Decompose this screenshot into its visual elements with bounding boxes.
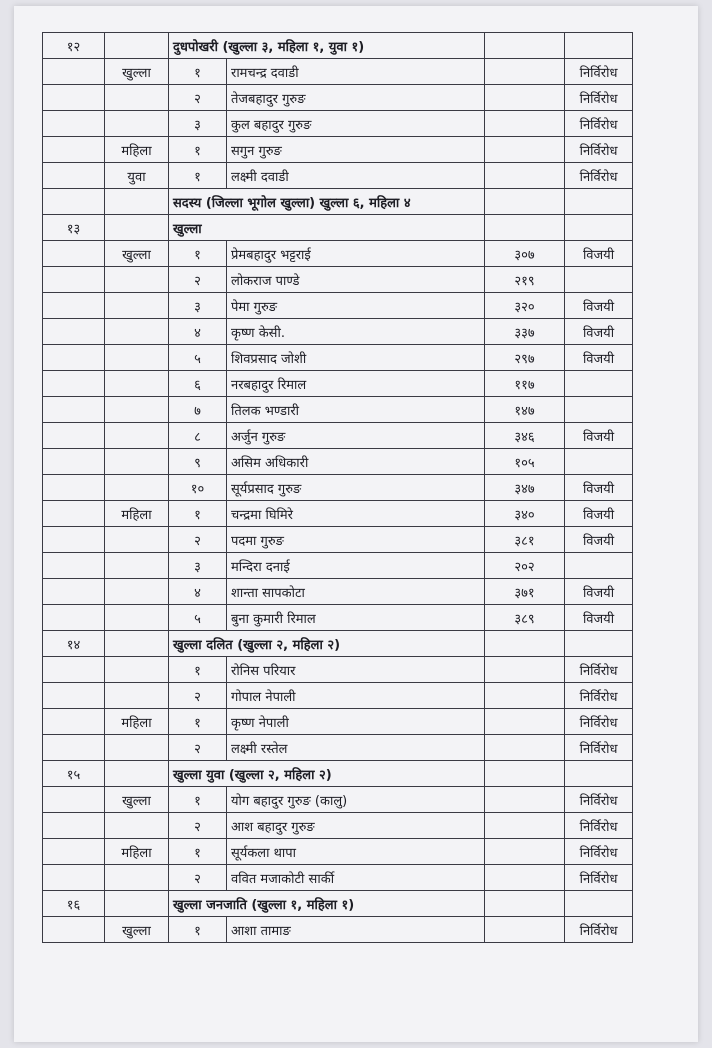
candidate-name: लोकराज पाण्डे bbox=[227, 267, 485, 293]
candidate-name: तिलक भण्डारी bbox=[227, 397, 485, 423]
result-status: निर्विरोध bbox=[565, 137, 633, 163]
result-status bbox=[565, 397, 633, 423]
category-label bbox=[105, 293, 169, 319]
vote-count bbox=[485, 709, 565, 735]
candidate-name: सूर्यकला थापा bbox=[227, 839, 485, 865]
candidate-name: तेजबहादुर गुरुङ bbox=[227, 85, 485, 111]
vote-count: ३३७ bbox=[485, 319, 565, 345]
vote-count bbox=[485, 683, 565, 709]
section-heading: खुल्ला जनजाति (खुल्ला १, महिला १) bbox=[169, 891, 485, 917]
serial-number: १ bbox=[169, 163, 227, 189]
result-status: निर्विरोध bbox=[565, 839, 633, 865]
section-header-row bbox=[43, 891, 633, 917]
serial-number: १ bbox=[169, 839, 227, 865]
vote-count: १०५ bbox=[485, 449, 565, 475]
vote-count: २०२ bbox=[485, 553, 565, 579]
empty-cell bbox=[43, 59, 105, 85]
result-status: विजयी bbox=[565, 475, 633, 501]
section-number bbox=[43, 189, 105, 215]
vote-count bbox=[485, 735, 565, 761]
empty-cell bbox=[565, 189, 633, 215]
vote-count bbox=[485, 163, 565, 189]
category-label bbox=[105, 735, 169, 761]
empty-cell bbox=[43, 319, 105, 345]
vote-count bbox=[485, 111, 565, 137]
section-header-row bbox=[43, 215, 633, 241]
section-header-row bbox=[43, 33, 633, 59]
candidate-name: पेमा गुरुङ bbox=[227, 293, 485, 319]
serial-number: ७ bbox=[169, 397, 227, 423]
vote-count: २१९ bbox=[485, 267, 565, 293]
candidate-row bbox=[43, 241, 633, 267]
category-label: महिला bbox=[105, 839, 169, 865]
vote-count bbox=[485, 865, 565, 891]
vote-count: ३७१ bbox=[485, 579, 565, 605]
category-label bbox=[105, 371, 169, 397]
result-status: विजयी bbox=[565, 345, 633, 371]
candidate-name: असिम अधिकारी bbox=[227, 449, 485, 475]
candidate-row bbox=[43, 735, 633, 761]
empty-cell bbox=[43, 397, 105, 423]
candidate-row bbox=[43, 657, 633, 683]
result-status bbox=[565, 553, 633, 579]
candidate-name: गोपाल नेपाली bbox=[227, 683, 485, 709]
serial-number: ३ bbox=[169, 553, 227, 579]
empty-cell bbox=[485, 215, 565, 241]
empty-cell bbox=[43, 501, 105, 527]
serial-number: १ bbox=[169, 137, 227, 163]
vote-count bbox=[485, 917, 565, 943]
vote-count bbox=[485, 85, 565, 111]
candidate-row bbox=[43, 137, 633, 163]
serial-number: ३ bbox=[169, 111, 227, 137]
empty-cell bbox=[43, 787, 105, 813]
serial-number: १ bbox=[169, 501, 227, 527]
candidate-row bbox=[43, 397, 633, 423]
serial-number: ४ bbox=[169, 319, 227, 345]
serial-number: १ bbox=[169, 59, 227, 85]
category-label: महिला bbox=[105, 137, 169, 163]
vote-count: ३४६ bbox=[485, 423, 565, 449]
empty-cell bbox=[43, 865, 105, 891]
candidate-name: रोनिस परियार bbox=[227, 657, 485, 683]
category-label bbox=[105, 319, 169, 345]
serial-number: ८ bbox=[169, 423, 227, 449]
candidate-row bbox=[43, 709, 633, 735]
category-label bbox=[105, 267, 169, 293]
result-status: विजयी bbox=[565, 293, 633, 319]
section-number: १४ bbox=[43, 631, 105, 657]
category-label bbox=[105, 397, 169, 423]
result-status: निर्विरोध bbox=[565, 683, 633, 709]
vote-count bbox=[485, 137, 565, 163]
result-status: विजयी bbox=[565, 241, 633, 267]
empty-cell bbox=[485, 33, 565, 59]
candidate-row bbox=[43, 371, 633, 397]
vote-count: ३८१ bbox=[485, 527, 565, 553]
serial-number: १ bbox=[169, 709, 227, 735]
candidate-name: कृष्ण नेपाली bbox=[227, 709, 485, 735]
serial-number: १ bbox=[169, 787, 227, 813]
candidate-row bbox=[43, 839, 633, 865]
serial-number: ३ bbox=[169, 293, 227, 319]
candidate-name: आशा तामाङ bbox=[227, 917, 485, 943]
serial-number: २ bbox=[169, 735, 227, 761]
candidate-row bbox=[43, 527, 633, 553]
empty-cell bbox=[43, 683, 105, 709]
candidate-row bbox=[43, 605, 633, 631]
category-label bbox=[105, 85, 169, 111]
category-label: खुल्ला bbox=[105, 59, 169, 85]
section-number: १५ bbox=[43, 761, 105, 787]
serial-number: ४ bbox=[169, 579, 227, 605]
result-status: निर्विरोध bbox=[565, 709, 633, 735]
category-label: महिला bbox=[105, 709, 169, 735]
category-label bbox=[105, 475, 169, 501]
empty-cell bbox=[485, 761, 565, 787]
category-label bbox=[105, 683, 169, 709]
category-label bbox=[105, 865, 169, 891]
result-status: विजयी bbox=[565, 319, 633, 345]
empty-cell bbox=[43, 137, 105, 163]
category-label bbox=[105, 449, 169, 475]
empty-cell bbox=[43, 527, 105, 553]
candidate-row bbox=[43, 267, 633, 293]
section-header-row bbox=[43, 189, 633, 215]
candidate-name: लक्ष्मी दवाडी bbox=[227, 163, 485, 189]
candidate-name: चन्द्रमा घिमिरे bbox=[227, 501, 485, 527]
empty-cell bbox=[43, 163, 105, 189]
category-label bbox=[105, 423, 169, 449]
document-page bbox=[14, 6, 698, 1042]
section-number: १३ bbox=[43, 215, 105, 241]
category-label bbox=[105, 605, 169, 631]
empty-cell bbox=[485, 891, 565, 917]
candidate-row bbox=[43, 423, 633, 449]
result-status: विजयी bbox=[565, 423, 633, 449]
candidate-name: कृष्ण केसी. bbox=[227, 319, 485, 345]
empty-cell bbox=[565, 891, 633, 917]
vote-count: ३४७ bbox=[485, 475, 565, 501]
candidate-name: ववित मजाकोटी सार्की bbox=[227, 865, 485, 891]
serial-number: १ bbox=[169, 917, 227, 943]
category-label: खुल्ला bbox=[105, 787, 169, 813]
vote-count bbox=[485, 787, 565, 813]
candidate-row bbox=[43, 345, 633, 371]
result-status bbox=[565, 267, 633, 293]
empty-cell bbox=[105, 891, 169, 917]
section-heading: खुल्ला bbox=[169, 215, 485, 241]
candidate-row bbox=[43, 85, 633, 111]
vote-count: १४७ bbox=[485, 397, 565, 423]
empty-cell bbox=[43, 267, 105, 293]
vote-count: ३८९ bbox=[485, 605, 565, 631]
candidate-row bbox=[43, 319, 633, 345]
serial-number: ६ bbox=[169, 371, 227, 397]
empty-cell bbox=[565, 761, 633, 787]
category-label: महिला bbox=[105, 501, 169, 527]
empty-cell bbox=[43, 709, 105, 735]
empty-cell bbox=[43, 605, 105, 631]
result-status: विजयी bbox=[565, 527, 633, 553]
candidate-row bbox=[43, 111, 633, 137]
category-label bbox=[105, 111, 169, 137]
result-status bbox=[565, 371, 633, 397]
candidate-row bbox=[43, 163, 633, 189]
result-status bbox=[565, 449, 633, 475]
serial-number: २ bbox=[169, 267, 227, 293]
empty-cell bbox=[105, 761, 169, 787]
empty-cell bbox=[565, 33, 633, 59]
candidate-name: बुना कुमारी रिमाल bbox=[227, 605, 485, 631]
empty-cell bbox=[43, 657, 105, 683]
vote-count: ३४० bbox=[485, 501, 565, 527]
candidate-name: पदमा गुरुङ bbox=[227, 527, 485, 553]
serial-number: २ bbox=[169, 865, 227, 891]
empty-cell bbox=[43, 579, 105, 605]
candidate-row bbox=[43, 449, 633, 475]
section-heading: खुल्ला युवा (खुल्ला २, महिला २) bbox=[169, 761, 485, 787]
empty-cell bbox=[565, 631, 633, 657]
section-heading: खुल्ला दलित (खुल्ला २, महिला २) bbox=[169, 631, 485, 657]
result-status: विजयी bbox=[565, 605, 633, 631]
candidate-name: लक्ष्मी रस्तेल bbox=[227, 735, 485, 761]
empty-cell bbox=[43, 449, 105, 475]
result-status: निर्विरोध bbox=[565, 163, 633, 189]
section-heading: दुधपोखरी (खुल्ला ३, महिला १, युवा १) bbox=[169, 33, 485, 59]
serial-number: २ bbox=[169, 527, 227, 553]
result-status: निर्विरोध bbox=[565, 59, 633, 85]
result-status: विजयी bbox=[565, 579, 633, 605]
empty-cell bbox=[565, 215, 633, 241]
empty-cell bbox=[43, 345, 105, 371]
candidate-name: मन्दिरा दनाई bbox=[227, 553, 485, 579]
candidate-row bbox=[43, 553, 633, 579]
candidate-name: योग बहादुर गुरुङ (कालु) bbox=[227, 787, 485, 813]
empty-cell bbox=[43, 917, 105, 943]
serial-number: २ bbox=[169, 85, 227, 111]
vote-count bbox=[485, 813, 565, 839]
section-header-row bbox=[43, 761, 633, 787]
result-status: निर्विरोध bbox=[565, 787, 633, 813]
vote-count bbox=[485, 839, 565, 865]
result-status: विजयी bbox=[565, 501, 633, 527]
result-status: निर्विरोध bbox=[565, 85, 633, 111]
candidate-name: सगुन गुरुङ bbox=[227, 137, 485, 163]
candidate-row bbox=[43, 813, 633, 839]
serial-number: १० bbox=[169, 475, 227, 501]
table-body bbox=[43, 33, 633, 943]
candidate-row bbox=[43, 917, 633, 943]
candidate-name: आश बहादुर गुरुङ bbox=[227, 813, 485, 839]
empty-cell bbox=[485, 189, 565, 215]
empty-cell bbox=[105, 215, 169, 241]
serial-number: ५ bbox=[169, 345, 227, 371]
category-label: खुल्ला bbox=[105, 241, 169, 267]
result-status: निर्विरोध bbox=[565, 111, 633, 137]
serial-number: २ bbox=[169, 683, 227, 709]
vote-count: ३०७ bbox=[485, 241, 565, 267]
candidate-row bbox=[43, 293, 633, 319]
category-label: खुल्ला bbox=[105, 917, 169, 943]
election-results-table bbox=[42, 32, 633, 943]
empty-cell bbox=[43, 371, 105, 397]
result-status: निर्विरोध bbox=[565, 813, 633, 839]
empty-cell bbox=[105, 631, 169, 657]
result-status: निर्विरोध bbox=[565, 917, 633, 943]
section-number: १६ bbox=[43, 891, 105, 917]
candidate-name: रामचन्द्र दवाडी bbox=[227, 59, 485, 85]
category-label: युवा bbox=[105, 163, 169, 189]
candidate-row bbox=[43, 475, 633, 501]
empty-cell bbox=[43, 553, 105, 579]
category-label bbox=[105, 345, 169, 371]
section-heading: सदस्य (जिल्ला भूगोल खुल्ला) खुल्ला ६, महिला ४ bbox=[169, 189, 485, 215]
empty-cell bbox=[485, 631, 565, 657]
vote-count: ३२० bbox=[485, 293, 565, 319]
empty-cell bbox=[43, 839, 105, 865]
category-label bbox=[105, 553, 169, 579]
empty-cell bbox=[43, 423, 105, 449]
candidate-row bbox=[43, 865, 633, 891]
category-label bbox=[105, 527, 169, 553]
empty-cell bbox=[43, 293, 105, 319]
empty-cell bbox=[43, 111, 105, 137]
candidate-name: अर्जुन गुरुङ bbox=[227, 423, 485, 449]
empty-cell bbox=[43, 241, 105, 267]
serial-number: ५ bbox=[169, 605, 227, 631]
candidate-row bbox=[43, 579, 633, 605]
vote-count bbox=[485, 657, 565, 683]
candidate-row bbox=[43, 59, 633, 85]
candidate-row bbox=[43, 683, 633, 709]
candidate-row bbox=[43, 501, 633, 527]
candidate-name: शिवप्रसाद जोशी bbox=[227, 345, 485, 371]
serial-number: १ bbox=[169, 241, 227, 267]
serial-number: १ bbox=[169, 657, 227, 683]
vote-count: २९७ bbox=[485, 345, 565, 371]
vote-count bbox=[485, 59, 565, 85]
result-status: निर्विरोध bbox=[565, 865, 633, 891]
vote-count: ११७ bbox=[485, 371, 565, 397]
candidate-name: कुल बहादुर गुरुङ bbox=[227, 111, 485, 137]
section-number: १२ bbox=[43, 33, 105, 59]
category-label bbox=[105, 579, 169, 605]
serial-number: ९ bbox=[169, 449, 227, 475]
empty-cell bbox=[43, 813, 105, 839]
empty-cell bbox=[43, 735, 105, 761]
category-label bbox=[105, 813, 169, 839]
result-status: निर्विरोध bbox=[565, 735, 633, 761]
candidate-row bbox=[43, 787, 633, 813]
candidate-name: सूर्यप्रसाद गुरुङ bbox=[227, 475, 485, 501]
serial-number: २ bbox=[169, 813, 227, 839]
result-status: निर्विरोध bbox=[565, 657, 633, 683]
candidate-name: नरबहादुर रिमाल bbox=[227, 371, 485, 397]
empty-cell bbox=[43, 475, 105, 501]
candidate-name: प्रेमबहादुर भट्टराई bbox=[227, 241, 485, 267]
empty-cell bbox=[105, 33, 169, 59]
empty-cell bbox=[105, 189, 169, 215]
category-label bbox=[105, 657, 169, 683]
section-header-row bbox=[43, 631, 633, 657]
empty-cell bbox=[43, 85, 105, 111]
candidate-name: शान्ता सापकोटा bbox=[227, 579, 485, 605]
